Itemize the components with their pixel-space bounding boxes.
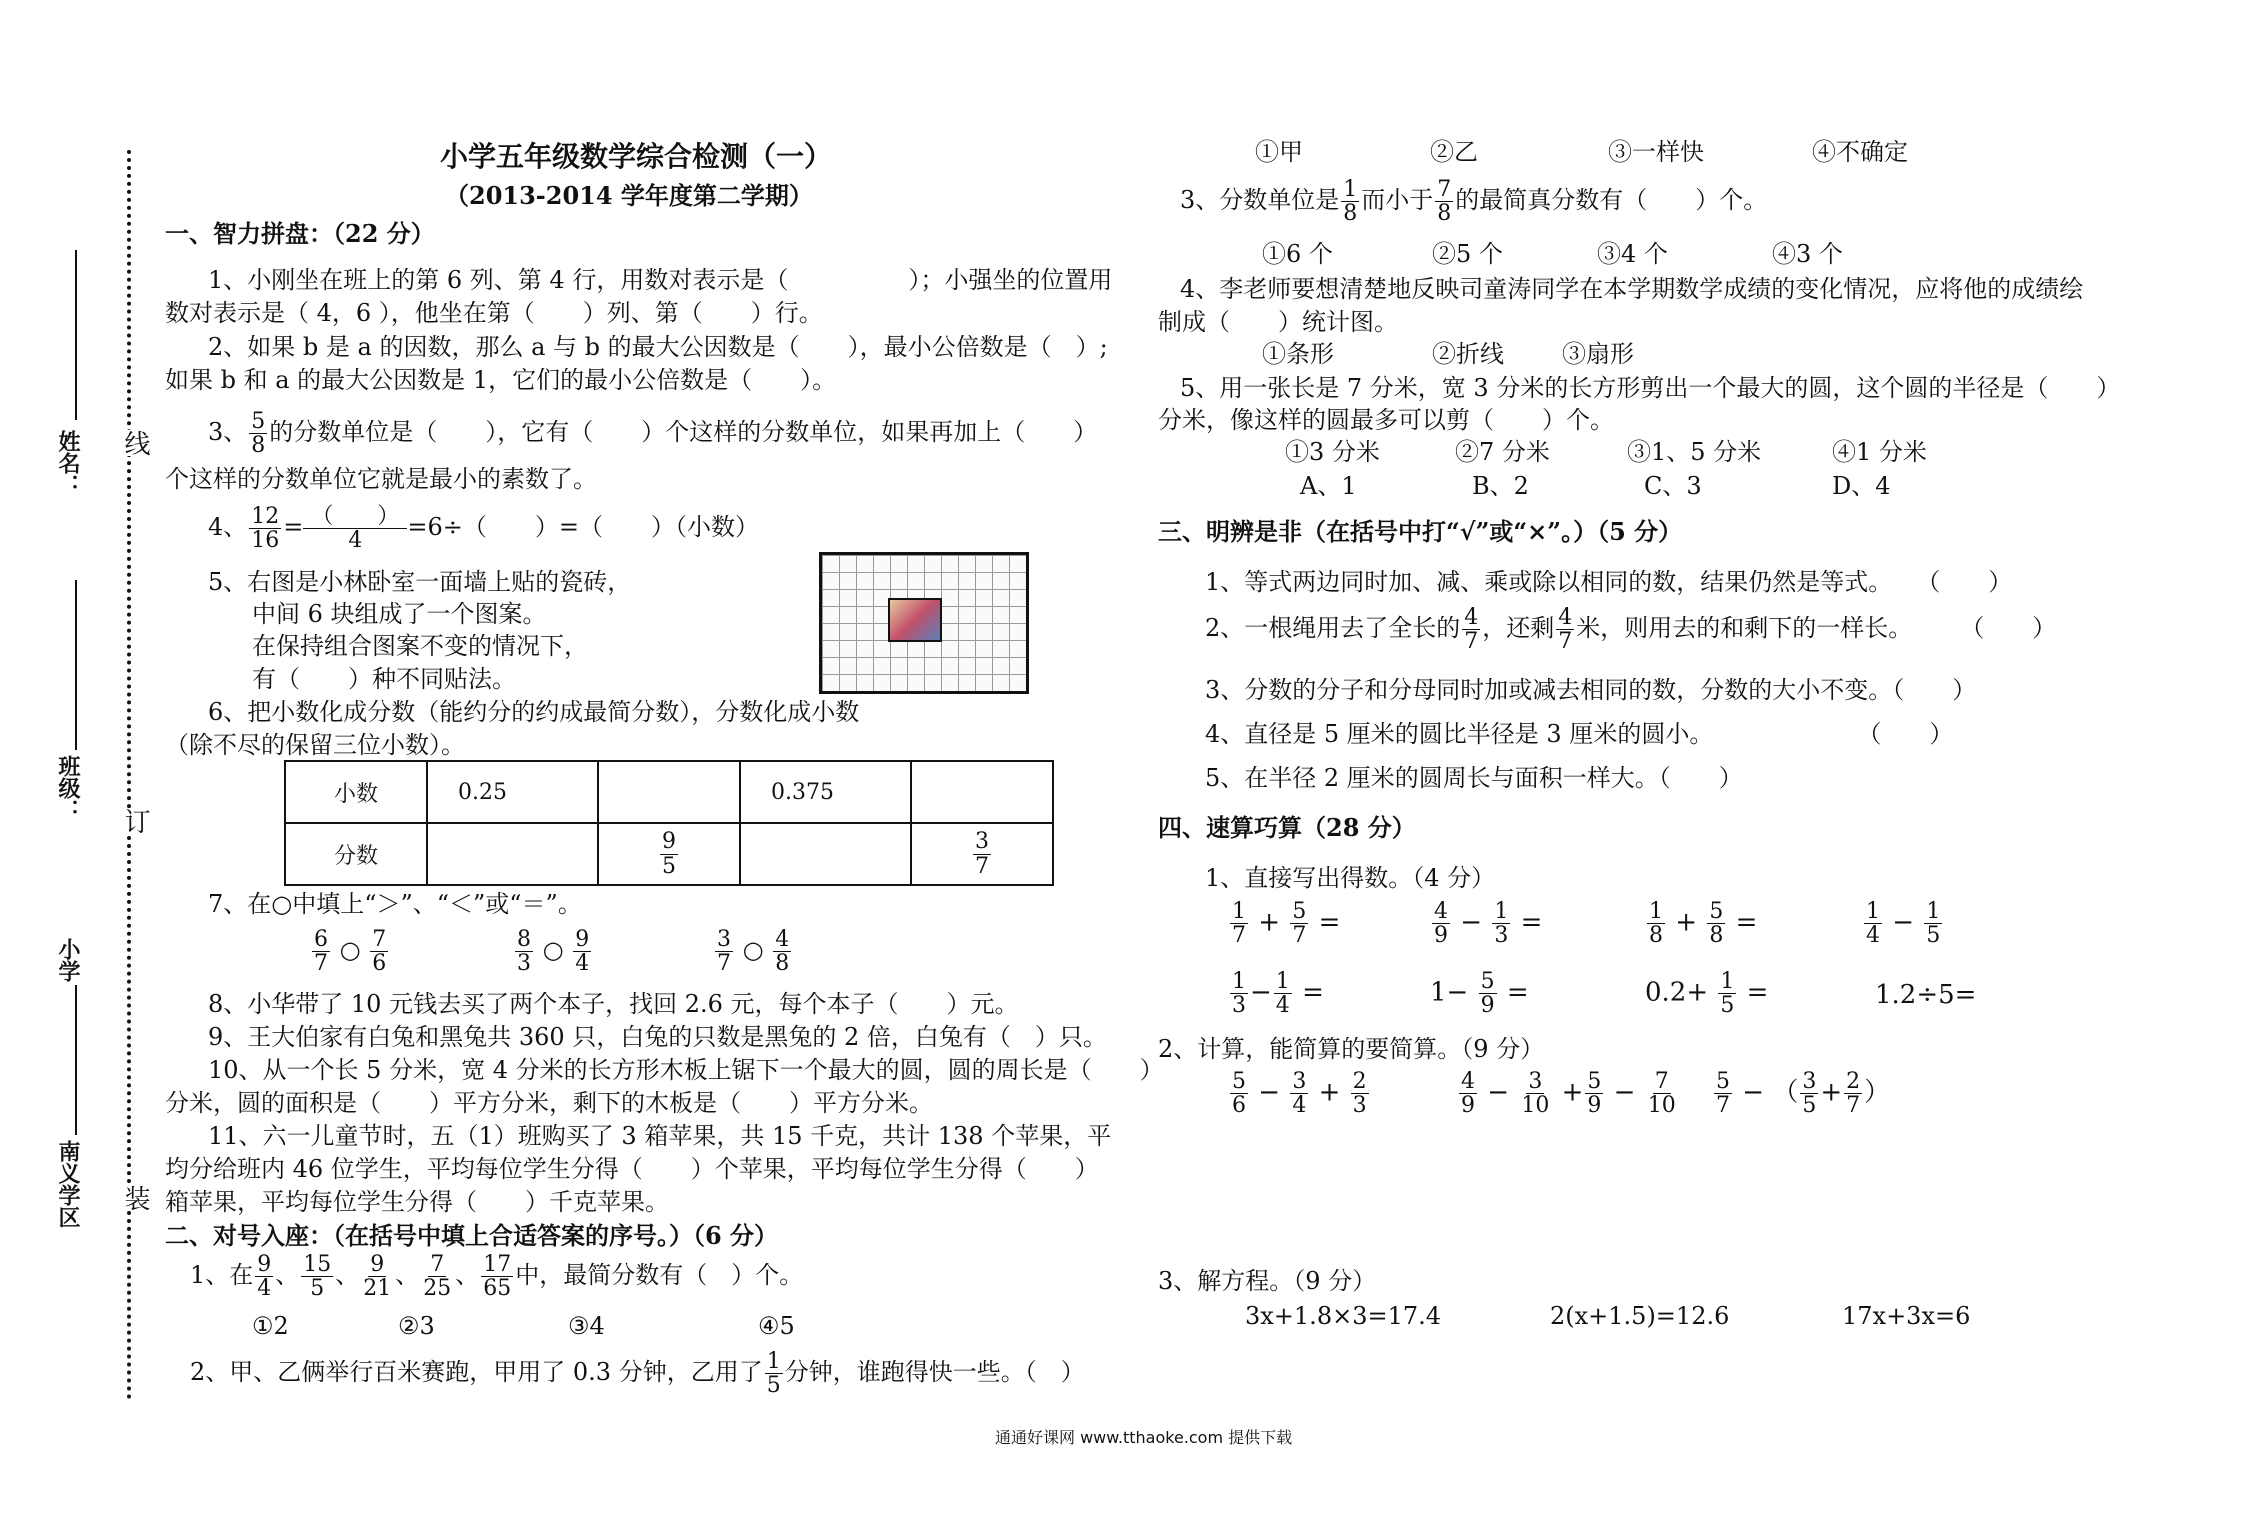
calc-6: 1− $\frac{5}{9}$ = [1430, 969, 1529, 1019]
s1-q11-line3: 箱苹果，平均每位学生分得（ ）千克苹果。 [165, 1188, 669, 1216]
s1-q6-line2: （除不尽的保留三位小数）。 [165, 731, 465, 759]
fraction: $\frac{7}{10}$ [1647, 1069, 1676, 1119]
fraction: $\frac{5}{9}$ [1587, 1069, 1602, 1119]
s2-q2-opt2: ②乙 [1430, 138, 1478, 166]
s3-q3: 3、分数的分子和分母同时加或减去相同的数，分数的大小不变。（ ） [1205, 676, 1977, 704]
table-cell [598, 761, 740, 823]
fraction: $\frac{7}{25}$ [423, 1252, 452, 1302]
table-row [285, 761, 1053, 823]
fraction: $\frac{6}{7}$ [314, 927, 328, 977]
bind-xian: 线 [117, 430, 154, 456]
s4-part1: 1、直接写出得数。（4 分） [1205, 864, 1496, 892]
s1-q3-line1: 3、 $\frac{5}{8}$ 的分数单位是（ ），它有（ ）个这样的分数单位，如果再加上（ ） [208, 409, 1098, 459]
bind-ding: 订 [117, 808, 154, 834]
s2-q3: 3、分数单位是 $\frac{1}{8}$ 而小于 $\frac{7}{8}$ 的最简真分数有（ ）个。 [1180, 177, 1768, 227]
fraction: $\frac{1}{3}$ [1232, 969, 1246, 1019]
fraction: $\frac{9}{4}$ [257, 1252, 272, 1302]
s2-q5-opt3: ③1、5 分米 [1627, 438, 1762, 466]
compare-item-2: $\frac{8}{3}$ ○ $\frac{9}{4}$ [517, 927, 590, 977]
fraction: $\frac{17}{65}$ [483, 1252, 512, 1302]
fraction: $\frac{3}{4}$ [1292, 1069, 1307, 1119]
s2-q2: 2、甲、乙俩举行百米赛跑，甲用了 0.3 分钟，乙用了 $\frac{1}{5}$ 分钟，谁跑得快一些。（ ） [190, 1349, 1085, 1399]
s2-q4-opt2: ②折线 [1432, 340, 1504, 368]
calc-5: $\frac{1}{3}$ − $\frac{1}{4}$ = [1232, 969, 1324, 1019]
s2-q5-opt2: ②7 分米 [1455, 438, 1550, 466]
s2-q5-optb3: C、3 [1644, 472, 1702, 500]
fraction: $\frac{5}{7}$ [1292, 899, 1307, 949]
s2-q4-opt3: ③扇形 [1562, 340, 1634, 368]
s1-q10-line2: 分米，圆的面积是（ ）平方分米，剩下的木板是（ ）平方分米。 [165, 1089, 933, 1117]
class-label: 班级： [55, 755, 80, 821]
fraction: $\frac{5}{7}$ [1716, 1069, 1730, 1119]
calc-1: $\frac{1}{7}$ + $\frac{5}{7}$ = [1232, 899, 1341, 949]
fraction: $\frac{5}{8}$ [251, 409, 266, 459]
s2-q5-opt4: ④1 分米 [1832, 438, 1927, 466]
s1-q5-line4: 有（ ）种不同贴法。 [252, 665, 516, 693]
s2-q3-opt3: ③4 个 [1597, 240, 1668, 268]
fraction: $\frac{1}{5}$ [766, 1349, 781, 1399]
s1-q6-line1: 6、把小数化成分数（能约分的约成最简分数），分数化成小数 [208, 698, 860, 726]
equation-1: 3x+1.8×3=17.4 [1245, 1302, 1442, 1330]
s2-q1-opt3: ③4 [568, 1312, 605, 1340]
section1-heading: 一、智力拼盘：（22 分） [165, 219, 435, 248]
s1-q10-line1: 10、从一个长 5 分米，宽 4 分米的长方形木板上锯下一个最大的圆，圆的周长是（ ） [208, 1056, 1164, 1084]
simplify-1: $\frac{5}{6}$ − $\frac{3}{4}$ + $\frac{2}{3}$ [1232, 1069, 1367, 1119]
name-blank-line [75, 250, 77, 420]
table-row [285, 823, 1053, 885]
binding-dotted-line [127, 150, 131, 1400]
s2-q3-opt4: ④3 个 [1772, 240, 1843, 268]
fraction: $\frac{9}{5}$ [662, 829, 676, 879]
s1-q11-line2: 均分给班内 46 位学生，平均每位学生分得（ ）个苹果，平均每位学生分得（ ） [165, 1155, 1099, 1183]
table-cell: 分数 [285, 823, 427, 885]
s2-q2-opt1: ①甲 [1255, 138, 1303, 166]
fraction: $\frac{4}{7}$ [1558, 605, 1573, 655]
fraction: $\frac{1}{3}$ [1494, 899, 1509, 949]
s1-q2-line1: 2、如果 b 是 a 的因数，那么 a 与 b 的最大公因数是（ ），最小公倍数是（ ）; [208, 333, 1108, 361]
s3-q5: 5、在半径 2 厘米的圆周长与面积一样大。（ ） [1205, 764, 1743, 792]
fraction: $\frac{4}{7}$ [1464, 605, 1479, 655]
s2-q5-optb1: A、1 [1300, 472, 1357, 500]
fraction: $\frac{3}{7}$ [975, 829, 989, 879]
s2-q1-opt4: ④5 [758, 1312, 795, 1340]
calc-3: $\frac{1}{8}$ + $\frac{5}{8}$ = [1649, 899, 1758, 949]
fraction: $\frac{3}{10}$ [1521, 1069, 1550, 1119]
s2-q5-optb4: D、4 [1832, 472, 1891, 500]
table-cell: 0.25 [427, 761, 598, 823]
class-blank-line [75, 580, 77, 750]
district-label: 南义学区 [55, 1140, 80, 1228]
s3-q2: 2、一根绳用去了全长的 $\frac{4}{7}$ ，还剩 $\frac{4}{7}$ 米，则用去的和剩下的一样长。 （ ） [1205, 605, 2057, 655]
fraction: $\frac{8}{3}$ [517, 927, 531, 977]
s2-q4-line1: 4、李老师要想清楚地反映司童涛同学在本学期数学成绩的变化情况，应将他的成绩绘 [1180, 275, 2084, 303]
s1-q2-line2: 如果 b 和 a 的最大公因数是 1，它们的最小公倍数是（ ）。 [165, 366, 837, 394]
calc-8: 1.2÷5= [1875, 980, 1977, 1010]
s2-q2-opt3: ③一样快 [1608, 138, 1704, 166]
s1-q1-line2: 数对表示是（ 4，6 ），他坐在第（ ）列、第（ ）行。 [165, 299, 823, 327]
simplify-2: $\frac{4}{9}$ − $\frac{3}{10}$ + $\frac{5}{9}$ − $\frac{7}{10}$ [1461, 1069, 1676, 1119]
table-cell [427, 823, 598, 885]
s1-q1-line1: 1、小刚坐在班上的第 6 列、第 4 行，用数对表示是（ ）；小强坐的位置用 [208, 266, 1113, 294]
table-cell: 小数 [285, 761, 427, 823]
fraction: $\frac{1}{8}$ [1649, 899, 1663, 949]
s2-q2-opt4: ④不确定 [1812, 138, 1908, 166]
s1-q7: 7、在○中填上“＞”、“＜”或“＝”。 [208, 890, 582, 918]
fraction: $\frac{3}{5}$ [1802, 1069, 1817, 1119]
conversion-table [284, 760, 1054, 886]
s2-q1-opt1: ①2 [252, 1312, 289, 1340]
s2-q4-line2: 制成（ ）统计图。 [1158, 308, 1398, 336]
bind-zhuang: 装 [117, 1185, 154, 1211]
section3-heading: 三、明辨是非（在括号中打“√”或“×”。）（5 分） [1158, 517, 1683, 546]
fraction: $\frac{7}{6}$ [372, 927, 387, 977]
s2-q5-line1: 5、用一张长是 7 分米，宽 3 分米的长方形剪出一个最大的圆，这个圆的半径是（ ） [1180, 374, 2121, 402]
fraction: $\frac{5}{8}$ [1709, 899, 1724, 949]
fraction: $\frac{5}{9}$ [1480, 969, 1495, 1019]
s3-q1: 1、等式两边同时加、减、乘或除以相同的数，结果仍然是等式。 （ ） [1205, 568, 2013, 596]
s2-q1-opt2: ②3 [398, 1312, 435, 1340]
school-blank-line [75, 985, 77, 1135]
s2-q5-optb2: B、2 [1472, 472, 1529, 500]
fraction: $\frac{1}{5}$ [1720, 969, 1735, 1019]
s3-q4: 4、直径是 5 厘米的圆比半径是 3 厘米的圆小。 （ ） [1205, 720, 1954, 748]
s2-q3-opt1: ①6 个 [1262, 240, 1333, 268]
fraction: $\frac{15}{5}$ [303, 1252, 332, 1302]
page-subtitle: （2013-2014 学年度第二学期） [445, 181, 813, 210]
name-label: 姓名： [55, 430, 80, 496]
fraction: $\frac{4}{8}$ [775, 927, 790, 977]
equation-3: 17x+3x=6 [1842, 1302, 1971, 1330]
simplify-3: $\frac{5}{7}$ − （ $\frac{3}{5}$ + $\frac{2}{7}$ ） [1716, 1069, 1891, 1119]
fraction: $\frac{12}{16}$ [251, 504, 280, 554]
s4-part3: 3、解方程。（9 分） [1158, 1267, 1377, 1295]
s2-q5-opt1: ①3 分米 [1285, 438, 1380, 466]
section4-heading: 四、速算巧算（28 分） [1158, 813, 1416, 842]
s2-q4-opt1: ①条形 [1262, 340, 1334, 368]
section2-heading: 二、对号入座：（在括号中填上合适答案的序号。）（6 分） [165, 1221, 779, 1250]
equation-2: 2(x+1.5)=12.6 [1550, 1302, 1730, 1330]
table-cell [740, 823, 911, 885]
fraction: $\frac{1}{8}$ [1343, 177, 1358, 227]
footer-text: 通通好课网 www.tthaoke.com 提供下载 [995, 1428, 1293, 1447]
s4-part2: 2、计算，能简算的要简算。（9 分） [1158, 1035, 1545, 1063]
s1-q11-line1: 11、六一儿童节时，五（1）班购买了 3 箱苹果，共 15 千克，共计 138 个苹果，平 [208, 1122, 1112, 1150]
fraction: $\frac{2}{7}$ [1846, 1069, 1861, 1119]
fraction: $\frac{3}{7}$ [717, 927, 731, 977]
s1-q5-line1: 5、右图是小林卧室一面墙上贴的瓷砖， [208, 568, 632, 596]
fraction: $\frac{9}{4}$ [575, 927, 590, 977]
table-cell: 0.375 [740, 761, 911, 823]
fraction: $\frac{1}{4}$ [1866, 899, 1880, 949]
table-cell [598, 823, 740, 885]
fraction: $\frac{1}{4}$ [1275, 969, 1290, 1019]
fraction: $\frac{1}{7}$ [1232, 899, 1246, 949]
table-cell [911, 823, 1053, 885]
fraction: $\frac{1}{5}$ [1926, 899, 1941, 949]
s1-q8: 8、小华带了 10 元钱去买了两个本子，找回 2.6 元，每个本子（ ）元。 [208, 990, 1019, 1018]
compare-item-3: $\frac{3}{7}$ ○ $\frac{4}{8}$ [717, 927, 790, 977]
s2-q5-line2: 分米，像这样的圆最多可以剪（ ）个。 [1158, 406, 1614, 434]
s2-q1: 1、在 $\frac{9}{4}$ 、 $\frac{15}{5}$ 、 $\frac{9}{21}$ 、 $\frac{7}{25}$ 、 $\frac{17}{65}$ 中，最简分数有（ ）个。 [190, 1252, 804, 1302]
calc-2: $\frac{4}{9}$ − $\frac{1}{3}$ = [1434, 899, 1543, 949]
fraction: $\frac{2}{3}$ [1352, 1069, 1367, 1119]
compare-item-1: $\frac{6}{7}$ ○ $\frac{7}{6}$ [314, 927, 387, 977]
tile-pattern-image [888, 598, 942, 642]
fraction: $\frac{4}{9}$ [1461, 1069, 1475, 1119]
fraction: $\frac{7}{8}$ [1437, 177, 1452, 227]
fraction: $\frac{5}{6}$ [1232, 1069, 1246, 1119]
calc-7: 0.2+ $\frac{1}{5}$ = [1645, 969, 1769, 1019]
calc-4: $\frac{1}{4}$ − $\frac{1}{5}$ [1866, 899, 1941, 949]
table-cell [911, 761, 1053, 823]
s1-q5-line2: 中间 6 块组成了一个图案。 [252, 600, 547, 628]
s1-q9: 9、王大伯家有白兔和黑兔共 360 只，白兔的只数是黑兔的 2 倍，白兔有（ ）只。 [208, 1023, 1107, 1051]
s2-q3-opt2: ②5 个 [1432, 240, 1503, 268]
fraction: $\frac{4}{9}$ [1434, 899, 1448, 949]
page-title: 小学五年级数学综合检测（一） [440, 140, 833, 173]
s1-q4: 4、 $\frac{12}{16}$ = $\frac{( )}{4}$ =6÷（ ）=（ ）（小数） [208, 504, 759, 554]
s1-q3-line2: 个这样的分数单位它就是最小的素数了。 [165, 465, 597, 493]
s1-q5-line3: 在保持组合图案不变的情况下， [252, 632, 588, 660]
school-label: 小学 [55, 938, 80, 982]
fraction: $\frac{9}{21}$ [363, 1252, 392, 1302]
fraction: $\frac{( )}{4}$ [305, 505, 405, 552]
